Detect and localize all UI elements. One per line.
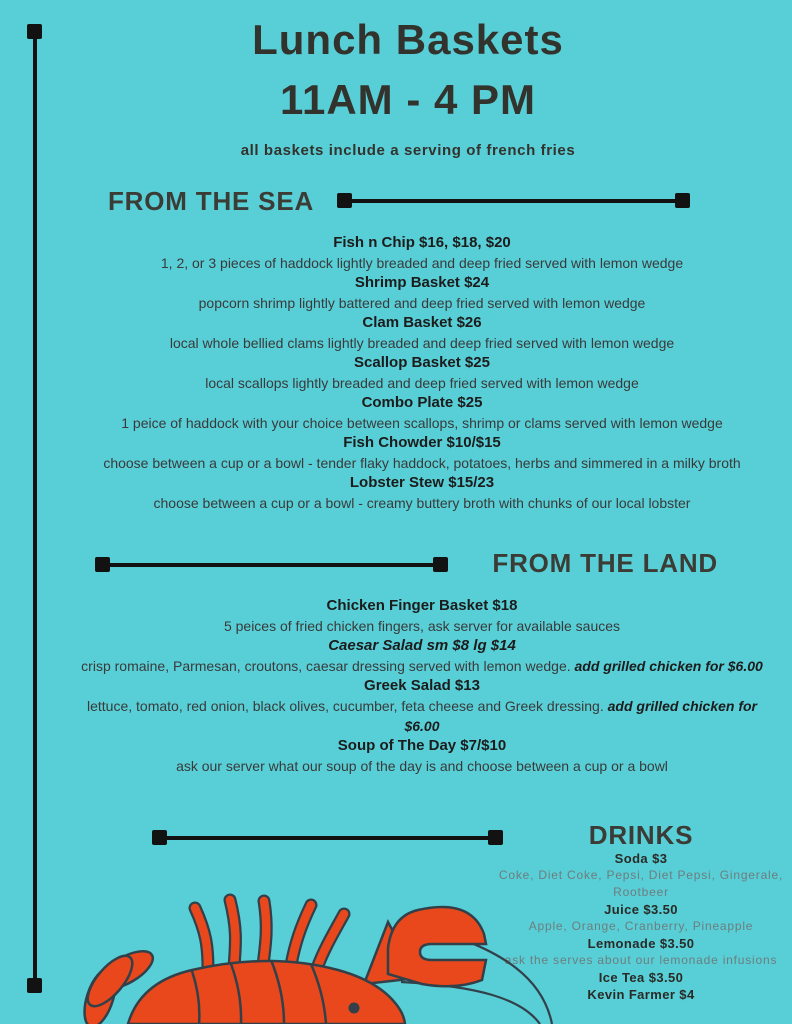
menu-item-desc: 5 peices of fried chicken fingers, ask server for available sauces [223,618,621,634]
menu-item-name: Fish n Chip $16, $18, $20 [333,234,511,251]
rule-endcap-bottom [27,978,42,993]
menu-item-desc: local scallops lightly breaded and deep fried served with lemon wedge [205,375,639,391]
menu-item-name: Ice Tea $3.50 [598,970,684,985]
menu-item-name: Scallop Basket $25 [354,354,490,371]
menu-item-desc: Coke, Diet Coke, Pepsi, Diet Pepsi, Gingerale, Rootbeer [498,868,784,899]
divider-drinks [152,830,503,845]
menu-item-name: Combo Plate $25 [361,394,483,411]
menu-item-name: Fish Chowder $10/$15 [343,434,501,451]
lobster-body [128,961,405,1024]
menu-item-desc: local whole bellied clams lightly breaded and deep fried served with lemon wedge [169,335,675,351]
divider-sea [337,193,690,208]
menu-item-name: Clam Basket $26 [362,314,482,331]
menu-item-name: Soda $3 [614,851,668,866]
divider-endcap [675,193,690,208]
menu-item-desc: Apple, Orange, Cranberry, Pineapple [528,919,754,933]
lobster-eye [349,1003,360,1014]
divider-line [102,563,441,567]
menu-item-desc: popcorn shrimp lightly battered and deep fried served with lemon wedge [198,295,646,311]
menu-item-desc [72,696,772,736]
menu-item-desc: choose between a cup or a bowl - tender flaky haddock, potatoes, herbs and simmered in a milky broth [103,455,741,471]
lobster-illustration [66,886,590,1024]
menu-item-name: Caesar Salad sm $8 lg $14 [328,637,516,654]
lobster-antenna [401,982,540,1024]
menu-item-name: Juice $3.50 [604,902,678,917]
menu-item-name: Lemonade $3.50 [587,936,695,951]
desc-addon-text: add grilled chicken for $6.00 [574,658,763,674]
left-vertical-rule [33,32,37,984]
menu-subtitle: all baskets include a serving of french fries [240,142,576,159]
desc-text: lettuce, tomato, red onion, black olives, cucumber, feta cheese and Greek dressing. [87,698,604,714]
menu-item-desc [72,656,772,676]
menu-item-desc: 1, 2, or 3 pieces of haddock lightly breaded and deep fried served with lemon wedge [160,255,684,271]
divider-land [95,557,448,572]
desc-text: crisp romaine, Parmesan, croutons, caesar dressing served with lemon wedge. [81,658,571,674]
divider-line [159,836,496,840]
section-heading-land: FROM THE LAND [492,548,718,578]
menu-item-desc: 1 peice of haddock with your choice between scallops, shrimp or clams served with lemon wedge [121,415,723,431]
menu-title-line1: Lunch Baskets [252,16,564,63]
desc-addon-text: add grilled chicken for $6.00 [404,698,757,734]
section-heading-drinks: DRINKS [588,820,694,850]
menu-item-desc: ask the serves about our lemonade infusions [504,953,778,967]
menu-item-desc: ask our server what our soup of the day is and choose between a cup or a bowl [176,758,668,774]
menu-item-desc: choose between a cup or a bowl - creamy buttery broth with chunks of our local lobster [153,495,691,511]
divider-endcap [433,557,448,572]
menu-item-name: Kevin Farmer $4 [587,987,695,1002]
sea-items-list [72,233,772,513]
lobster-claw [388,907,486,986]
divider-line [344,199,683,203]
land-items-list [72,596,772,776]
menu-item-name: Chicken Finger Basket $18 [326,597,518,614]
menu-item-name: Shrimp Basket $24 [354,274,490,291]
section-heading-sea: FROM THE SEA [108,186,315,216]
menu-title-line2: 11AM - 4 PM [279,76,537,123]
menu-item-name: Lobster Stew $15/23 [349,474,495,491]
menu-header [24,10,792,159]
menu-item-name: Soup of The Day $7/$10 [337,737,507,754]
menu-item-name: Greek Salad $13 [364,677,480,694]
